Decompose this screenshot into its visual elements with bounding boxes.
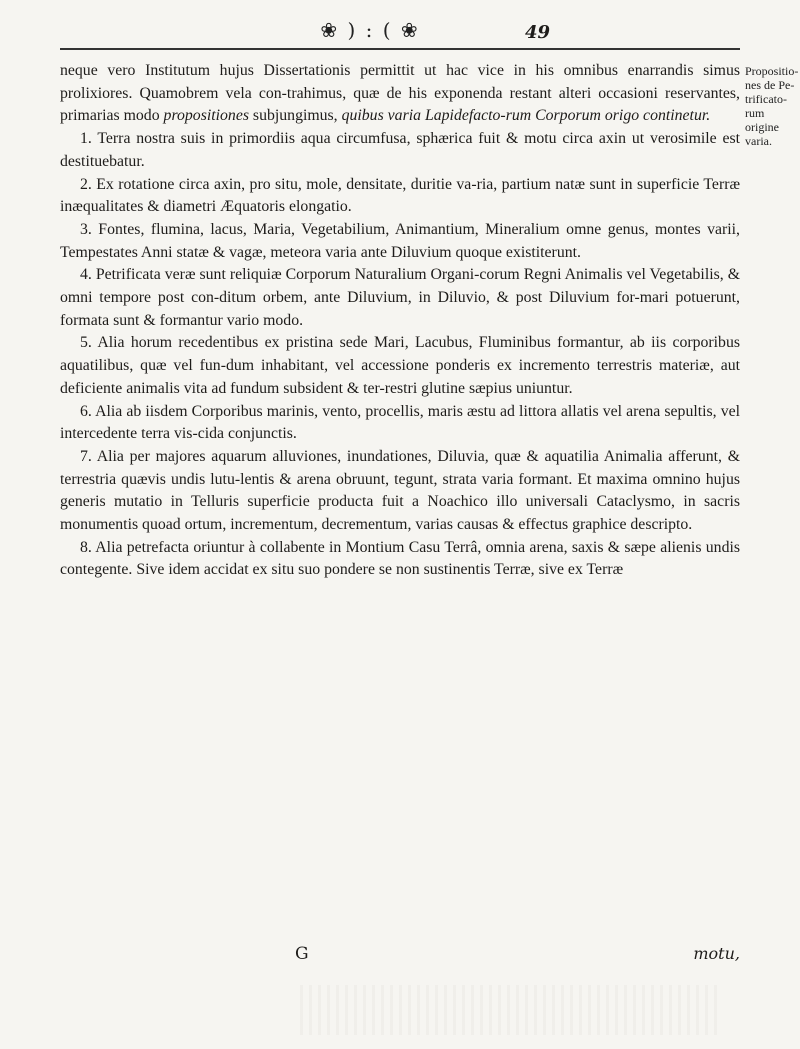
paragraph-7: 7. Alia per majores aquarum alluviones, inundationes, Diluvia, quæ & aquatilia Animalia afferunt, & terrestria quævis undis lutu-lentis & arena obruunt, tegunt, strata varia formant. Et maxima omnino hujus generis mutatio in Telluris superficie producta fuit a Noachico illo universali Cataclysmo, in sacris monumentis quoad ortum, incrementum, decrementum, varias causas & effectus graphice descripto. [60, 447, 740, 534]
intro-text-a: neque vero Institutum hujus Dissertationis permittit ut hac vice in his omnibus enarrandis simus prolixiores. Quamobrem vela con-trahimus, quæ de his exponenda restant alteri occasioni reservantes, primarias modo [60, 62, 740, 125]
intro-text-b: subjungimus, [248, 107, 342, 125]
page-number: 49 [525, 22, 551, 43]
intro-italic-a: propositiones [163, 107, 249, 125]
signature-mark: G [295, 944, 309, 964]
paragraph-6: 6. Alia ab iisdem Corporibus marinis, vento, procellis, maris æstu ad littora allatis vel arena sepultis, vel intercedente terra vis-cida conjunctis. [60, 402, 740, 443]
margin-note: Propositio-nes de Pe-trificato-rum origine varia. [745, 64, 799, 148]
header-rule [60, 48, 740, 50]
header-ornament: ❀ ) : ( ❀ [320, 18, 420, 42]
paragraph-intro [60, 60, 740, 128]
paragraph-8: 8. Alia petrefacta oriuntur à collabente in Montium Casu Terrâ, omnia arena, saxis & sæpe alienis undis contegente. Sive idem accidat ex situ suo pondere se non sustinentis Terræ, sive ex Terræ [60, 538, 740, 579]
page-footer [60, 944, 740, 966]
paragraph-4: 4. Petrificata veræ sunt reliquiæ Corporum Naturalium Organi-corum Regni Animalis vel Vegetabilis, & omni tempore post con-ditum orbem, ante Diluvium, in Diluvio, & post Diluvium for-mari potuerunt, formata sunt & formantur vario modo. [60, 266, 740, 329]
paper-bleed-through [300, 985, 720, 1035]
running-header [60, 18, 740, 58]
paragraph-3: 3. Fontes, flumina, lacus, Maria, Vegetabilium, Animantium, Mineralium omne genus, montes varii, Tempestates Anni statæ & vagæ, meteora varia ante Diluvium quoque existiterunt. [60, 220, 740, 261]
body-text [60, 60, 740, 582]
paragraph-5: 5. Alia horum recedentibus ex pristina sede Mari, Lacubus, Fluminibus formantur, ab iis corporibus aquatilibus, quæ vel fun-dum inhabitant, vel accessione ponderis ex incremento terrestris materiæ, aut deficiente animalis vita ad fundum subsident & ter-restri glutine sæpius uniuntur. [60, 334, 740, 397]
catchword: motu, [693, 944, 740, 963]
paragraph-2: 2. Ex rotatione circa axin, pro situ, mole, densitate, duritie va-ria, partium natæ sunt in superficie Terræ inæqualitates & diametri Æquatoris elongatio. [60, 175, 740, 216]
intro-italic-b: quibus varia Lapidefacto-rum Corporum origo continetur. [341, 107, 711, 125]
paragraph-1: 1. Terra nostra suis in primordiis aqua circumfusa, sphærica fuit & motu circa axin ut verosimile est destituebatur. [60, 130, 740, 170]
